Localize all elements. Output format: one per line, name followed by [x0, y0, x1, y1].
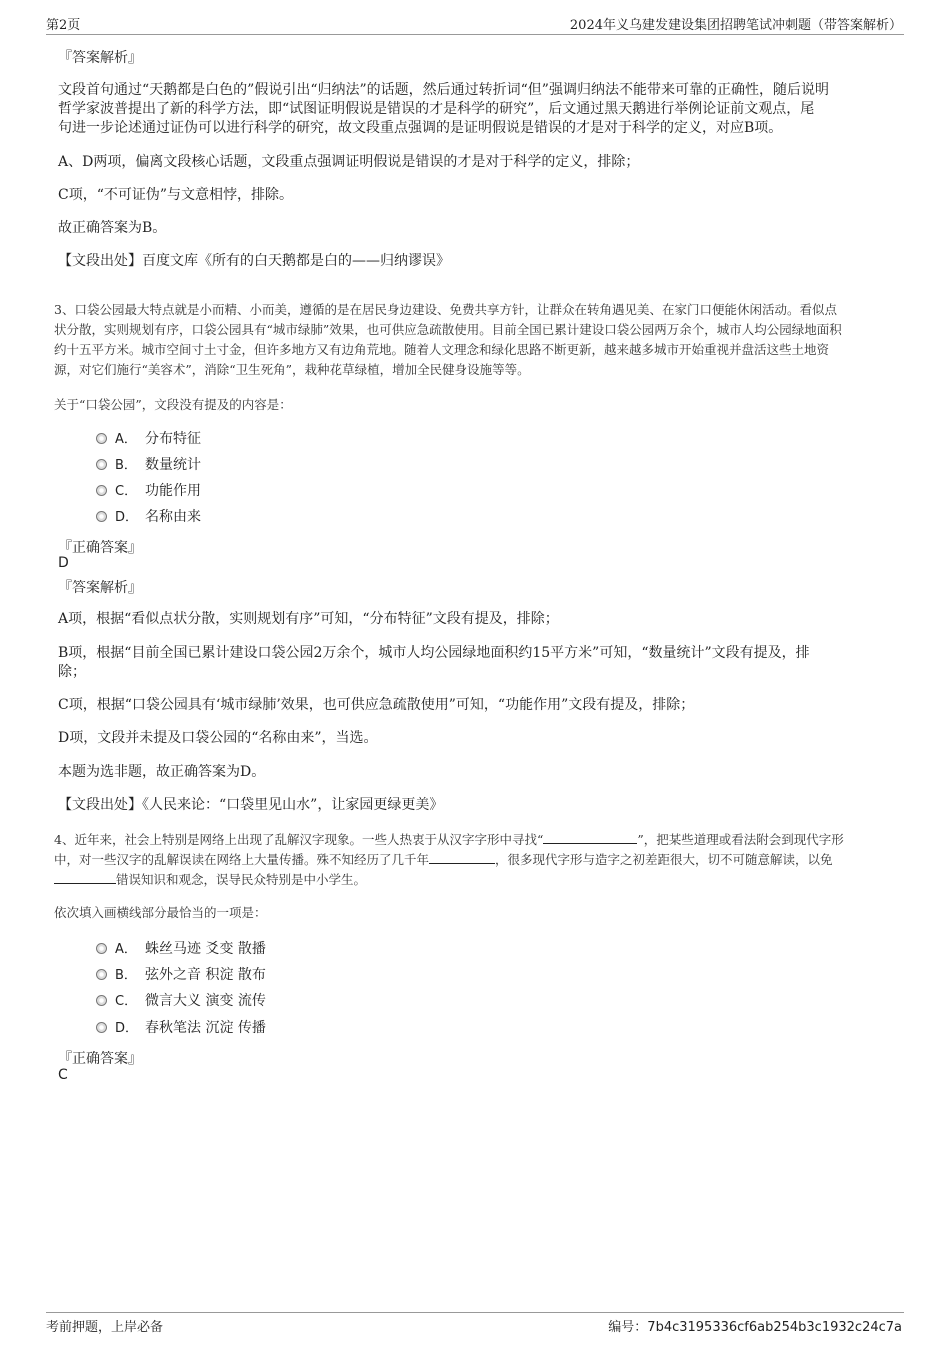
q3-conclusion: 本题为选非题，故正确答案为D。 [58, 764, 266, 780]
q3-option-b[interactable]: B． 数量统计 [96, 452, 201, 478]
q3-answer: D [58, 555, 69, 571]
q2-analysis-line3: 句进一步论述通过证伪可以进行科学的研究，故文段重点强调的是证明假说是错误的才是对于科学的定义，对应B项。 [58, 120, 783, 136]
q3-stem-line1: 3、口袋公园最大特点就是小而精、小而美，遵循的是在居民身边建设、免费共享方针，让群众在转角遇见美、在家门口便能休闲活动。看似点 [54, 302, 837, 317]
q4-answer: C [58, 1067, 68, 1083]
q3-answer-heading: 『正确答案』 [58, 540, 142, 556]
radio-icon[interactable] [96, 943, 107, 954]
document-title: 2024年义乌建发建设集团招聘笔试冲刺题（带答案解析） [569, 18, 902, 33]
q4-answer-heading: 『正确答案』 [58, 1051, 142, 1067]
q3-stem-line3: 约十五平方米。城市空间寸土寸金，但许多地方又有边角荒地。随着人文理念和绿化思路不断更新，越来越多城市开始重视并盘活这些土地资 [54, 342, 830, 357]
q4-stem-line3: 错误知识和观念，误导民众特别是中小学生。 [54, 870, 366, 890]
q2-point-ad: A、D两项，偏离文段核心话题，文段重点强调证明假说是错误的才是对于科学的定义，排除； [58, 154, 640, 170]
page-number: 第2页 [46, 18, 81, 33]
q3-point-a: A项，根据“看似点状分散，实则规划有序”可知，“分布特征”文段有提及，排除； [58, 611, 559, 627]
q3-source: 【文段出处】《人民来论：“口袋里见山水”，让家园更绿更美》 [58, 797, 444, 813]
q3-option-a[interactable]: A． 分布特征 [96, 426, 201, 452]
fill-blank-3 [54, 871, 116, 884]
page-header [46, 12, 904, 35]
q3-question: 关于“口袋公园”，文段没有提及的内容是： [54, 397, 292, 412]
q3-analysis-heading: 『答案解析』 [58, 580, 142, 596]
radio-icon[interactable] [96, 511, 107, 522]
q3-option-c[interactable]: C． 功能作用 [96, 478, 201, 504]
q2-conclusion: 故正确答案为B。 [58, 220, 167, 236]
q4-option-a[interactable]: A． 蛛丝马迹 爻变 散播 [96, 936, 266, 962]
q4-stem-line2: 中，对一些汉字的乱解误读在网络上大量传播。殊不知经历了几千年 ，很多现代字形与造字之初差距很大，切不可随意解读，以免 [54, 852, 833, 867]
footer-slogan: 考前押题，上岸必备 [46, 1320, 164, 1335]
q3-stem-line2: 状分散，实则规划有序，口袋公园具有“城市绿肺”效果，也可供应急疏散使用。目前全国已累计建设口袋公园两万余个，城市人均公园绿地面积 [54, 322, 842, 337]
q3-stem-line4: 源，对它们施行“美容术”，消除“卫生死角”，栽种花草绿植，增加全民健身设施等等。 [54, 362, 530, 377]
radio-icon[interactable] [96, 433, 107, 444]
radio-icon[interactable] [96, 995, 107, 1006]
radio-icon[interactable] [96, 459, 107, 470]
page-footer [46, 1312, 904, 1335]
radio-icon[interactable] [96, 969, 107, 980]
q3-point-b-line2: 除； [58, 664, 86, 680]
q4-stem-line1: 4、近年来，社会上特别是网络上出现了乱解汉字现象。一些人热衷于从汉字字形中寻找“ ”，把某些道理或看法附会到现代字形 [54, 832, 844, 847]
q2-source: 【文段出处】百度文库《所有的白天鹅都是白的——归纳谬误》 [58, 253, 450, 269]
fill-blank-1 [543, 831, 637, 844]
q3-point-c: C项，根据“口袋公园具有‘城市绿肺’效果，也可供应急疏散使用”可知，“功能作用”文段有提及，排除； [58, 697, 695, 713]
q4-question: 依次填入画横线部分最恰当的一项是： [54, 905, 267, 920]
q4-option-c[interactable]: C． 微言大义 演变 流传 [96, 988, 266, 1014]
footer-code: 编号：7b4c3195336cf6ab254b3c1932c24c7a [608, 1320, 902, 1335]
q3-point-d: D项，文段并未提及口袋公园的“名称由来”，当选。 [58, 730, 378, 746]
q3-point-b-line1: B项，根据“目前全国已累计建设口袋公园2万余个，城市人均公园绿地面积约15平方米”可知，“数量统计”文段有提及，排 [58, 645, 810, 661]
q2-analysis-line1: 文段首句通过“天鹅都是白色的”假说引出“归纳法”的话题，然后通过转折词“但”强调归纳法不能带来可靠的正确性，随后说明 [58, 82, 829, 98]
fill-blank-2 [429, 851, 495, 864]
q4-option-d[interactable]: D． 春秋笔法 沉淀 传播 [96, 1015, 266, 1041]
radio-icon[interactable] [96, 1022, 107, 1033]
q2-point-c: C项，“不可证伪”与文意相悖，排除。 [58, 187, 294, 203]
q4-option-b[interactable]: B． 弦外之音 积淀 散布 [96, 962, 266, 988]
q2-analysis-heading: 『答案解析』 [58, 50, 142, 66]
q3-option-d[interactable]: D． 名称由来 [96, 504, 201, 530]
q2-analysis-line2: 哲学家波普提出了新的科学方法，即“试图证明假说是错误的才是科学的研究”，后文通过黑天鹅进行举例论证前文观点，尾 [58, 101, 815, 117]
radio-icon[interactable] [96, 485, 107, 496]
